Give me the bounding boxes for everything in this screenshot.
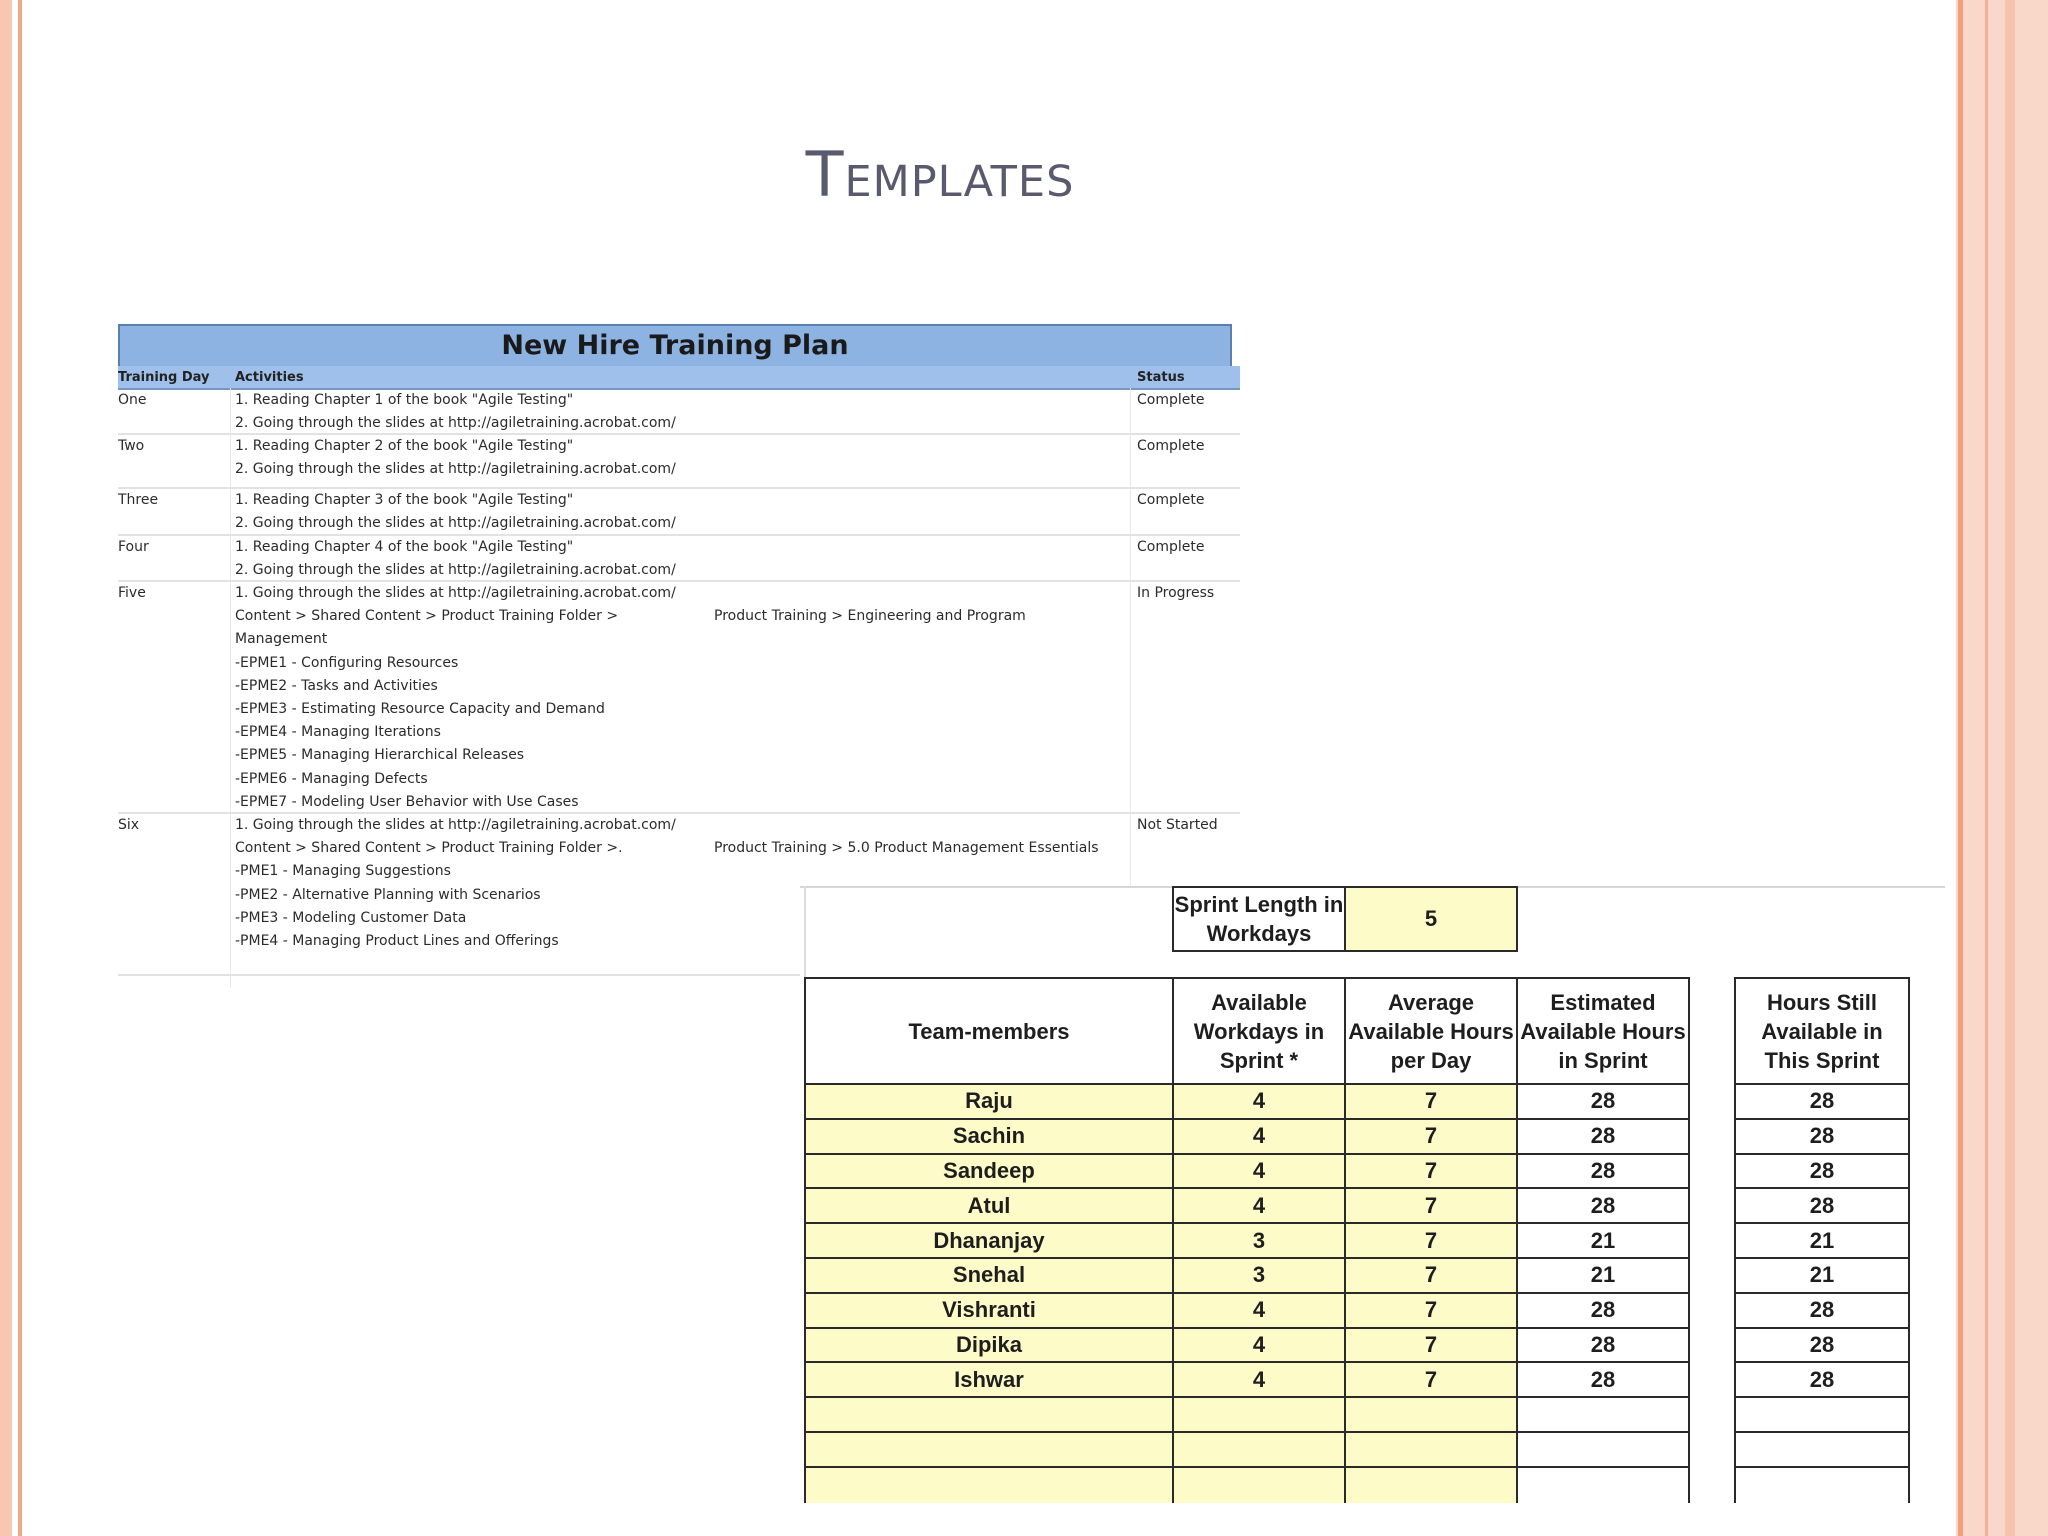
activities-cell [235, 582, 676, 814]
empty-cell [1734, 1396, 1910, 1433]
sprint-capacity-table [800, 886, 1950, 1486]
empty-cell[interactable] [1172, 1431, 1346, 1468]
hours-remaining-cell: 28 [1734, 1118, 1910, 1155]
activity-line: -PME1 - Managing Suggestions [235, 863, 451, 880]
hours-remaining-cell: 28 [1734, 1327, 1910, 1364]
average-hours-cell[interactable]: 7 [1344, 1083, 1518, 1120]
training-day-cell: One [118, 392, 147, 408]
status-cell: Complete [1137, 539, 1205, 555]
average-hours-cell[interactable]: 7 [1344, 1187, 1518, 1224]
activities-cell [235, 489, 676, 535]
empty-cell[interactable] [804, 1396, 1174, 1433]
activity-line: 2. Going through the slides at http://agiletraining.acrobat.com/ [235, 415, 676, 432]
hours-remaining-cell: 28 [1734, 1292, 1910, 1329]
training-plan-title: New Hire Training Plan [118, 324, 1232, 366]
team-member-name-cell[interactable]: Atul [804, 1187, 1174, 1224]
activity-line: 1. Going through the slides at http://agiletraining.acrobat.com/ [235, 817, 676, 833]
training-day-cell: Three [118, 492, 159, 508]
empty-cell[interactable] [1344, 1466, 1518, 1503]
empty-cell [1516, 1466, 1690, 1503]
hours-remaining-cell: 28 [1734, 1187, 1910, 1224]
empty-cell[interactable] [804, 1431, 1174, 1468]
activity-line: -EPME6 - Managing Defects [235, 770, 428, 787]
activity-path-cell: Product Training > Engineering and Program [714, 608, 1026, 625]
average-hours-cell[interactable]: 7 [1344, 1361, 1518, 1398]
activity-line: -PME3 - Modeling Customer Data [235, 909, 467, 926]
status-cell: Complete [1137, 438, 1205, 454]
sprint-length-value[interactable]: 5 [1344, 886, 1518, 952]
average-hours-cell[interactable]: 7 [1344, 1292, 1518, 1329]
estimated-hours-cell: 21 [1516, 1222, 1690, 1259]
estimated-hours-cell: 28 [1516, 1187, 1690, 1224]
hours-remaining-cell: 28 [1734, 1153, 1910, 1190]
activity-line: -PME4 - Managing Product Lines and Offerings [235, 933, 559, 950]
activity-line: 2. Going through the slides at http://agiletraining.acrobat.com/ [235, 461, 676, 478]
activity-line: 2. Going through the slides at http://agiletraining.acrobat.com/ [235, 515, 676, 532]
estimated-hours-cell: 28 [1516, 1083, 1690, 1120]
average-hours-cell[interactable]: 7 [1344, 1257, 1518, 1294]
activity-line: -PME2 - Alternative Planning with Scenarios [235, 886, 541, 903]
header-hours-remaining: Hours Still Available in This Sprint [1734, 977, 1910, 1085]
available-workdays-cell[interactable]: 4 [1172, 1118, 1346, 1155]
empty-cell [1734, 1431, 1910, 1468]
training-day-cell: Six [118, 817, 140, 833]
estimated-hours-cell: 28 [1516, 1153, 1690, 1190]
status-cell: Not Started [1137, 817, 1218, 833]
activity-line: -EPME3 - Estimating Resource Capacity and Demand [235, 701, 605, 718]
activity-line: Content > Shared Content > Product Training Folder >. [235, 840, 623, 857]
header-available-workdays: Available Workdays in Sprint * [1172, 977, 1346, 1085]
empty-cell [1516, 1396, 1690, 1433]
slide-frame-right-line [1958, 0, 1963, 1536]
available-workdays-cell[interactable]: 4 [1172, 1153, 1346, 1190]
header-estimated-hours: Estimated Available Hours in Sprint [1516, 977, 1690, 1085]
header-status: Status [1137, 370, 1185, 385]
activities-cell [235, 536, 676, 582]
team-member-name-cell[interactable]: Raju [804, 1083, 1174, 1120]
hours-remaining-cell: 21 [1734, 1222, 1910, 1259]
available-workdays-cell[interactable]: 4 [1172, 1361, 1346, 1398]
team-member-name-cell[interactable]: Sachin [804, 1118, 1174, 1155]
estimated-hours-cell: 28 [1516, 1361, 1690, 1398]
header-activities: Activities [235, 370, 304, 385]
activity-line: 2. Going through the slides at http://agiletraining.acrobat.com/ [235, 562, 676, 579]
average-hours-cell[interactable]: 7 [1344, 1222, 1518, 1259]
activities-cell [235, 389, 676, 435]
training-plan-row [118, 489, 1240, 536]
activity-line: 1. Reading Chapter 1 of the book "Agile Testing" [235, 392, 574, 408]
available-workdays-cell[interactable]: 4 [1172, 1292, 1346, 1329]
activities-cell [235, 435, 676, 481]
slide-frame-right [1956, 0, 2048, 1536]
training-plan-row [118, 435, 1240, 489]
estimated-hours-cell: 28 [1516, 1327, 1690, 1364]
training-plan-row [118, 536, 1240, 582]
activity-line: 1. Reading Chapter 3 of the book "Agile Testing" [235, 492, 574, 508]
slide-frame-left [0, 0, 12, 1536]
hours-remaining-cell: 28 [1734, 1083, 1910, 1120]
empty-cell[interactable] [1344, 1431, 1518, 1468]
activity-line: Management [235, 631, 328, 648]
estimated-hours-cell: 28 [1516, 1118, 1690, 1155]
team-member-name-cell[interactable]: Vishranti [804, 1292, 1174, 1329]
activity-line: 1. Reading Chapter 2 of the book "Agile Testing" [235, 438, 574, 454]
training-plan-row [118, 582, 1240, 814]
training-plan-header-row [118, 366, 1240, 390]
training-day-cell: Five [118, 585, 146, 601]
available-workdays-cell[interactable]: 4 [1172, 1083, 1346, 1120]
activity-line: -EPME7 - Modeling User Behavior with Use Cases [235, 793, 579, 810]
team-member-name-cell[interactable]: Dipika [804, 1327, 1174, 1364]
team-member-name-cell[interactable]: Snehal [804, 1257, 1174, 1294]
available-workdays-cell[interactable]: 4 [1172, 1327, 1346, 1364]
empty-cell[interactable] [1172, 1466, 1346, 1503]
header-team-members: Team-members [804, 977, 1174, 1085]
page-title: Templates [805, 138, 1075, 211]
empty-cell[interactable] [1344, 1396, 1518, 1433]
status-cell: In Progress [1137, 585, 1215, 601]
available-workdays-cell[interactable]: 3 [1172, 1222, 1346, 1259]
team-member-name-cell[interactable]: Sandeep [804, 1153, 1174, 1190]
activity-path-cell: Product Training > 5.0 Product Management Essentials [714, 840, 1099, 857]
activity-line: Content > Shared Content > Product Training Folder > [235, 608, 619, 625]
activity-line: -EPME2 - Tasks and Activities [235, 677, 438, 694]
training-plan-table [118, 324, 1240, 984]
available-workdays-cell[interactable]: 4 [1172, 1187, 1346, 1224]
slide-frame-right-line [2005, 0, 2015, 1536]
header-training-day: Training Day [118, 370, 210, 385]
activity-line: -EPME5 - Managing Hierarchical Releases [235, 747, 525, 764]
activity-line: 1. Going through the slides at http://agiletraining.acrobat.com/ [235, 585, 676, 601]
available-workdays-cell[interactable]: 3 [1172, 1257, 1346, 1294]
average-hours-cell[interactable]: 7 [1344, 1118, 1518, 1155]
slide-frame-right-line [1985, 0, 1988, 1536]
team-member-name-cell[interactable]: Dhananjay [804, 1222, 1174, 1259]
empty-cell[interactable] [804, 1466, 1174, 1503]
empty-cell[interactable] [1172, 1396, 1346, 1433]
team-member-name-cell[interactable]: Ishwar [804, 1361, 1174, 1398]
empty-cell [1516, 1431, 1690, 1468]
activity-line: -EPME4 - Managing Iterations [235, 724, 441, 741]
training-plan-row [118, 389, 1240, 435]
activity-line: -EPME1 - Configuring Resources [235, 654, 459, 671]
estimated-hours-cell: 21 [1516, 1257, 1690, 1294]
activity-line: 1. Reading Chapter 4 of the book "Agile Testing" [235, 539, 574, 555]
average-hours-cell[interactable]: 7 [1344, 1327, 1518, 1364]
estimated-hours-cell: 28 [1516, 1292, 1690, 1329]
hours-remaining-cell: 28 [1734, 1361, 1910, 1398]
empty-cell [1734, 1466, 1910, 1503]
header-average-hours: Average Available Hours per Day [1344, 977, 1518, 1085]
training-day-cell: Four [118, 539, 149, 555]
status-cell: Complete [1137, 492, 1205, 508]
average-hours-cell[interactable]: 7 [1344, 1153, 1518, 1190]
training-day-cell: Two [118, 438, 145, 454]
sprint-length-label: Sprint Length in Workdays [1172, 886, 1346, 952]
hours-remaining-cell: 21 [1734, 1257, 1910, 1294]
activities-cell [235, 814, 676, 953]
status-cell: Complete [1137, 392, 1205, 408]
